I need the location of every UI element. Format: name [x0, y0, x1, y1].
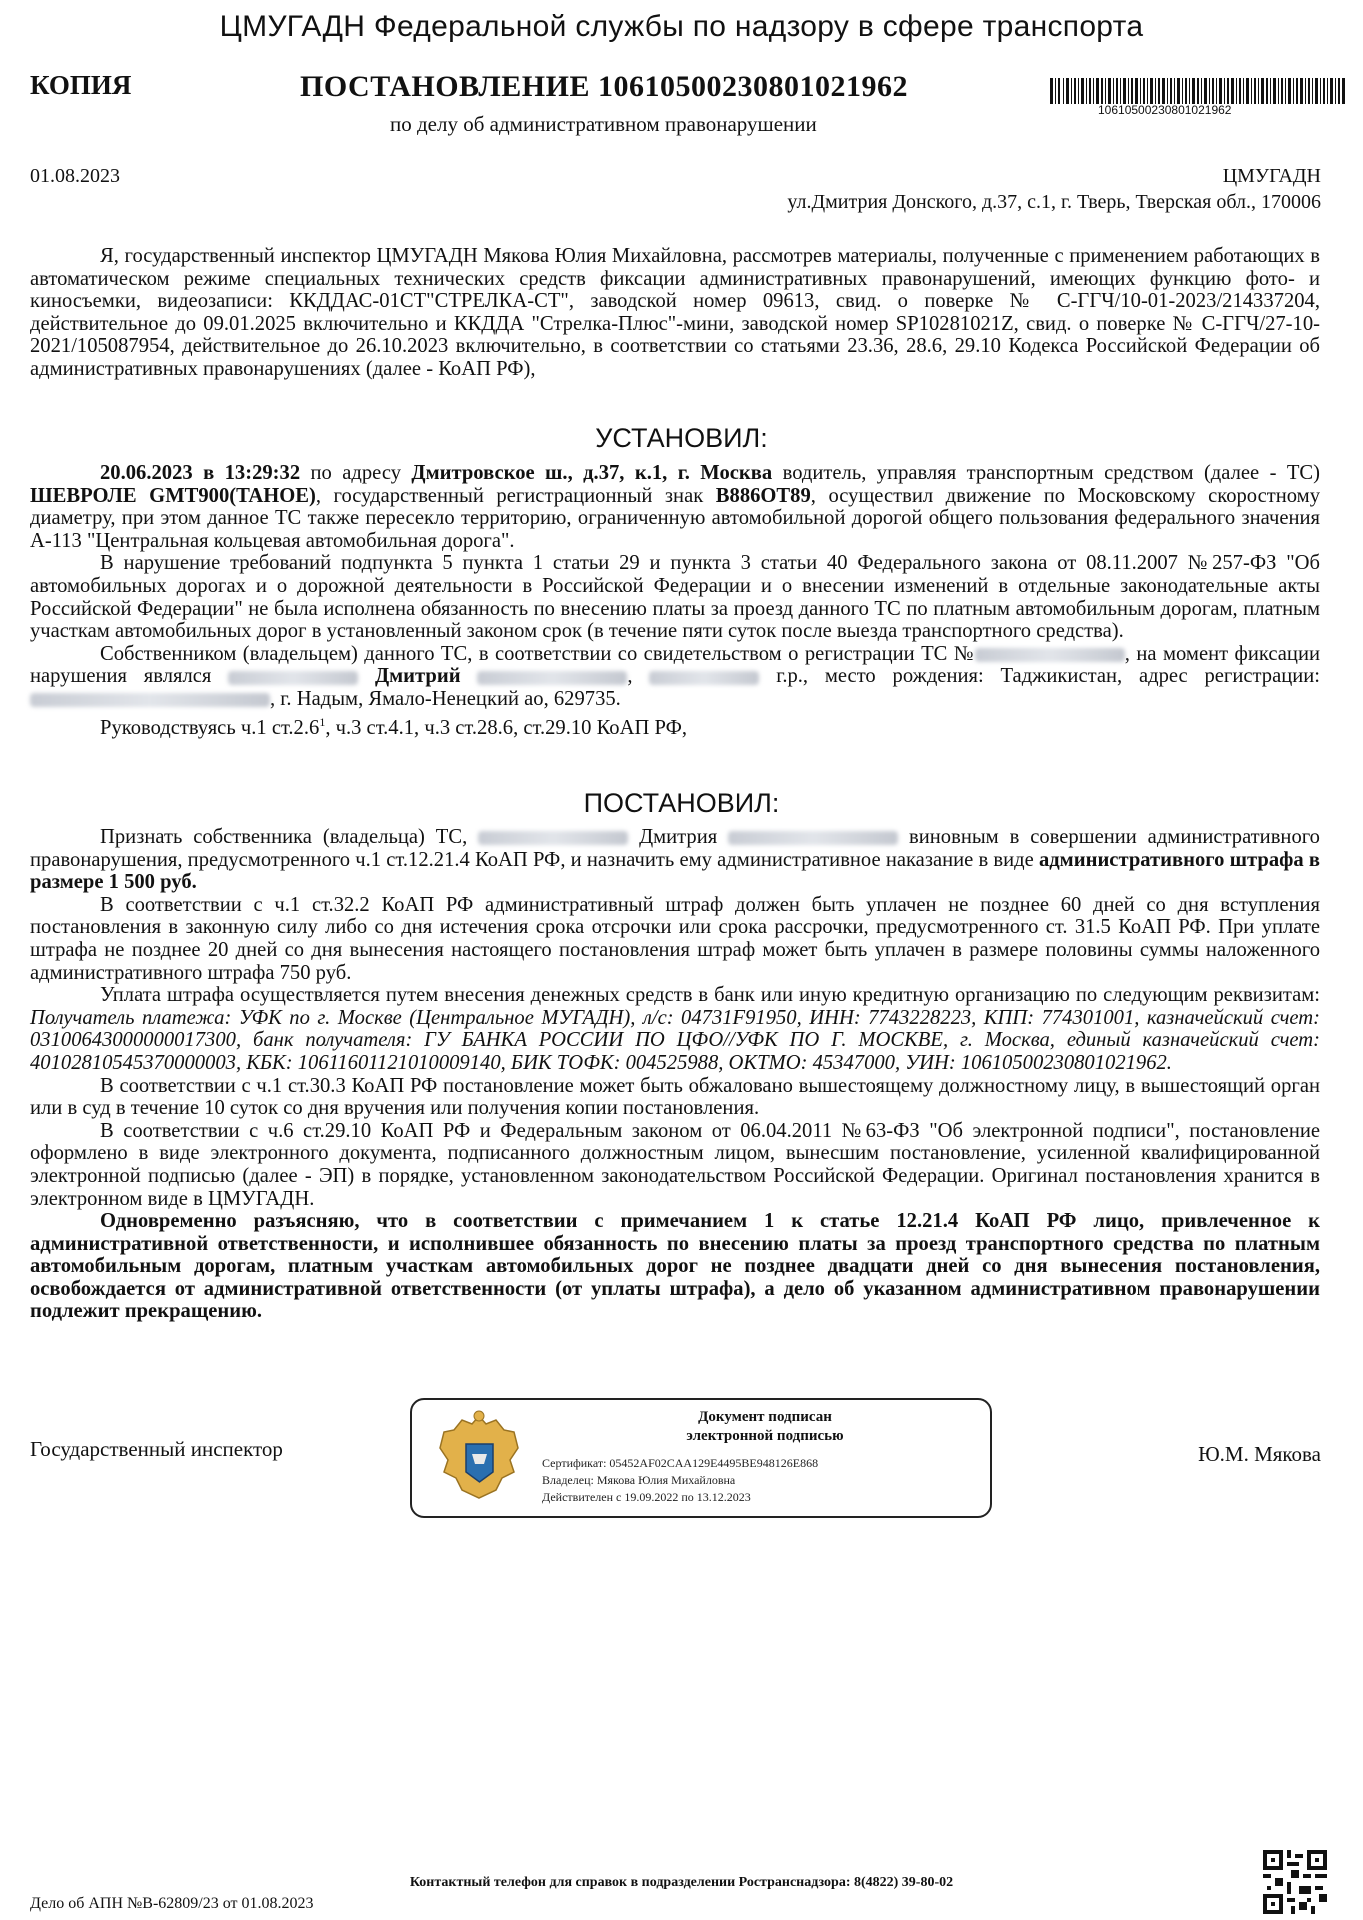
text-segment: виновным в совершении административного правонарушения, предусмотренного ч.1 ст.12.21.4 КоАП РФ, и назначить ему административное наказание в виде [30, 826, 1320, 871]
document-subtitle: по делу об административном правонарушении [390, 112, 817, 136]
vehicle-model: ШЕВРОЛЕ GMT900(TAHOE) [30, 484, 316, 507]
text-segment: Уплата штрафа осуществляется путем внесения денежных средств в банк или иную кредитную организацию по следующим реквизитам: [100, 984, 1320, 1007]
owner-first-name: Дмитрий [374, 665, 461, 688]
redacted-field [30, 693, 270, 707]
established-heading: УСТАНОВИЛ: [595, 423, 768, 453]
owner-name: Дмитрия [639, 826, 718, 848]
redacted-field [478, 831, 628, 845]
established-paragraph-4 [30, 711, 1320, 739]
text-segment: , осуществил движение по Московскому скоростному диаметру, при этом данное ТС также пересекло территорию, ограниченную автомобильной дорогой общего пользования федерального значения А-113 "Центральная кольцевая автомобильная дорога". [30, 484, 1320, 552]
inspector-label: Государственный инспектор [30, 1437, 283, 1461]
resolved-paragraph-1 [30, 826, 1320, 894]
established-paragraph-1 [30, 462, 1320, 552]
stamp-certificate: Сертификат: 05452AF02CAA129E4495BE948126E868 [542, 1456, 819, 1470]
text-segment: Признать собственника (владельца) ТС, [100, 826, 479, 848]
stamp-title-line-2: электронной подписью [686, 1428, 844, 1444]
stamp-title-line-1: Документ подписан [698, 1409, 832, 1425]
stamp-validity: Действителен с 19.09.2022 по 13.12.2023 [542, 1490, 751, 1504]
authority-block [787, 163, 1321, 215]
eagle-emblem-icon [432, 1408, 527, 1506]
document-date: 01.08.2023 [30, 165, 120, 187]
redacted-field [728, 831, 898, 845]
inspector-name: Ю.М. Мякова [1198, 1442, 1321, 1466]
qr-code-icon [1263, 1850, 1327, 1914]
text-segment: , на момент фиксации нарушения являлся [30, 642, 1320, 688]
text-segment: , г. Надым, Ямало-Ненецкий ао, 629735. [270, 687, 621, 710]
copy-label: КОПИЯ [30, 70, 132, 100]
redacted-field [477, 671, 627, 685]
authority-name: ЦМУГАДН [1222, 165, 1321, 187]
redacted-field [228, 671, 358, 685]
organization-header: ЦМУГАДН Федеральной службы по надзору в сфере транспорта [219, 10, 1144, 43]
intro-text: Я, государственный инспектор ЦМУГАДН Мякова Юлия Михайловна, рассмотрев материалы, полученные с применением работающих в автоматическом режиме специальных технических средств фиксации административных правонарушений, имеющих функцию фото- и киносъемки, видеозаписи: ККДДАС-01СТ"СТРЕЛКА-СТ", заводской номер 09613, свид. о поверке № С-ГГЧ/10-01-2023/214337204, действительное до 09.01.2025 включительно и ККДДА "Стрелка-Плюс"-мини, заводской номер SP10281021Z, свид. о поверке № С-ГГЧ/27-10-2021/105087954, действительное до 26.10.2023 включительно, в соответствии со статьями 23.36, 28.6, 29.10 Кодекса Российской Федерации об административных правонарушениях (далее - КоАП РФ), [30, 245, 1320, 380]
authority-address: ул.Дмитрия Донского, д.37, с.1, г. Тверь, Тверская обл., 170006 [787, 191, 1321, 213]
payment-details: Получатель платежа: УФК по г. Москве (Центральное МУГАДН), л/с: 04731F91950, ИНН: 7743228223, КПП: 774301001, казначейский счет: 03100643000000017300, банк получателя: ГУ БАНКА РОССИИ ПО ЦФО//УФК ПО Г. МОСКВЕ, г. Москва, единый казначейский счет: 40102810545370000003, КБК: 10611601121010009140, БИК ТОФК: 004525988, ОКТМО: 45347000, УИН: 10610500230801021962. [30, 1006, 1320, 1074]
established-paragraph-3 [30, 643, 1320, 711]
resolved-heading: ПОСТАНОВИЛ: [583, 788, 780, 818]
resolved-section [30, 826, 1320, 1323]
text-segment: г.р., место рождения: Таджикистан, адрес регистрации: [759, 665, 1320, 688]
redacted-field [975, 648, 1125, 662]
vehicle-plate: В886ОТ89 [715, 484, 811, 507]
redacted-field [649, 671, 759, 685]
text-segment: водитель, управляя транспортным средством (далее - ТС) [772, 462, 1321, 484]
footer-phone: Контактный телефон для справок в подразделении Ространснадзора: 8(4822) 39-80-02 [409, 1875, 954, 1890]
violation-address: Дмитровское ш., д.37, к.1, г. Москва [411, 462, 773, 484]
barcode-number: 10610500230801021962 [1098, 103, 1232, 117]
resolved-paragraph-2: В соответствии с ч.1 ст.32.2 КоАП РФ административный штраф должен быть уплачен не позднее 60 дней со дня вступления постановления в законную силу либо со дня истечения срока отсрочки или срока рассрочки, предусмотренного ст. 31.5 КоАП РФ. При уплате штрафа не позднее 20 дней со дня вынесения настоящего постановления штраф может быть уплачен в размере половины суммы наложенного административного штрафа 750 руб. [30, 893, 1320, 984]
footer-case-number: Дело об АПН №В-62809/23 от 01.08.2023 [30, 1895, 314, 1912]
text-segment: Собственником (владельцем) данного ТС, в соответствии со свидетельством о регистрации ТС № [100, 642, 975, 665]
resolved-paragraph-6: Одновременно разъясняю, что в соответствии с примечанием 1 к статье 12.21.4 КоАП РФ лицо, привлеченное к административной ответственности, и исполнившее обязанность по внесению платы за проезд транспортного средства по платным автомобильным дорогам, платным участкам автомобильных дорог не позднее двадцати дней со дня вынесения постановления, освобождается от административной ответственности (от уплаты штрафа), а дело об указанном административном правонарушении подлежит прекращению. [30, 1210, 1320, 1323]
superscript: 1 [319, 714, 326, 729]
resolved-paragraph-5: В соответствии с ч.6 ст.29.10 КоАП РФ и Федеральным законом от 06.04.2011 №63-ФЗ "Об электронной подписи", постановление оформлено в виде электронного документа, подписанного должностным лицом, вынесшим постановление, усиленной квалифицированной электронной подписью (далее - ЭП) в порядке, установленном законодательством Российской Федерации. Оригинал постановления хранится в электронном виде в ЦМУГАДН. [30, 1119, 1320, 1210]
violation-datetime: 20.06.2023 в 13:29:32 [100, 462, 301, 484]
stamp-owner: Владелец: Мякова Юлия Михайловна [542, 1473, 736, 1487]
stamp-title [640, 1408, 890, 1446]
text-segment: , [627, 665, 650, 688]
intro-paragraph [30, 245, 1320, 381]
established-section [30, 462, 1320, 739]
resolved-paragraph-4: В соответствии с ч.1 ст.30.3 КоАП РФ постановление может быть обжаловано вышестоящему должностному лицу, в вышестоящий орган или в суд в течение 10 суток со дня вручения или получения копии постановления. [30, 1074, 1320, 1120]
resolved-paragraph-3 [30, 984, 1320, 1074]
barcode-icon [1050, 78, 1346, 104]
text-segment: Руководствуясь ч.1 ст.2.6 [100, 716, 320, 739]
fine-amount: административного штрафа в размере 1 500 руб. [30, 848, 1320, 894]
document-title: ПОСТАНОВЛЕНИЕ 10610500230801021962 [300, 70, 908, 103]
text-segment: , государственный регистрационный знак [315, 484, 716, 507]
established-paragraph-2: В нарушение требований подпункта 5 пункта 1 статьи 29 и пункта 3 статьи 40 Федерального закона от 08.11.2007 №257-ФЗ "Об автомобильных дорогах и о дорожной деятельности в Российской Федерации и о внесении изменений в отдельные законодательные акты Российской Федерации" не была исполнена обязанность по внесению платы за проезд данного ТС по платным автомобильным дорогам, платным участкам автомобильных дорог в установленный законом срок (в течение пяти суток после выезда транспортного средства). [30, 552, 1320, 643]
text-segment: по адресу [300, 462, 412, 484]
text-segment: , ч.3 ст.4.1, ч.3 ст.28.6, ст.29.10 КоАП РФ, [325, 716, 688, 739]
